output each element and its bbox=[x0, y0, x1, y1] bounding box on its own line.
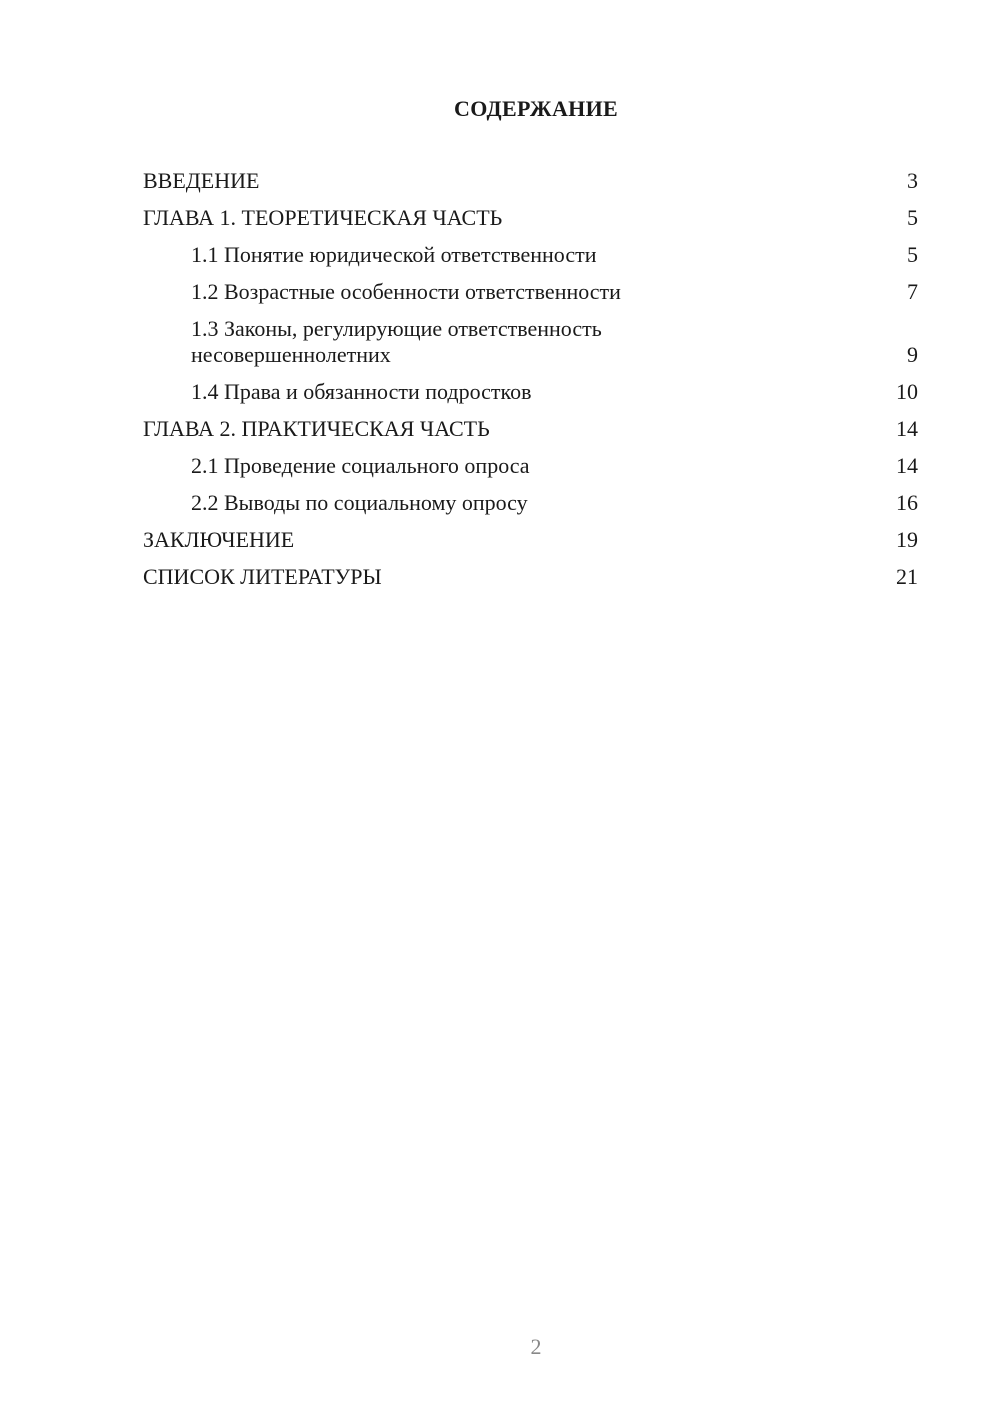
toc-entry-chapter-1[interactable] bbox=[143, 205, 918, 231]
toc-entry-page: 14 bbox=[896, 453, 918, 478]
toc-entry-page: 21 bbox=[896, 564, 918, 589]
toc-entry-label: 1.2 Возрастные особенности ответственности bbox=[191, 279, 621, 304]
toc-entry-page: 10 bbox=[896, 379, 918, 404]
toc-entry-conclusion[interactable] bbox=[143, 527, 918, 553]
table-of-contents bbox=[143, 168, 918, 601]
toc-entry-section-1-3[interactable] bbox=[143, 316, 918, 368]
toc-entry-page: 5 bbox=[907, 205, 918, 230]
toc-entry-page: 9 bbox=[907, 342, 918, 367]
page-number: 2 bbox=[530, 1334, 542, 1359]
toc-entry-label: ГЛАВА 2. ПРАКТИЧЕСКАЯ ЧАСТЬ bbox=[143, 416, 490, 441]
toc-entry-section-1-2[interactable] bbox=[143, 279, 918, 305]
toc-entry-page: 5 bbox=[907, 242, 918, 267]
toc-entry-page: 7 bbox=[907, 279, 918, 304]
toc-entry-section-2-1[interactable] bbox=[143, 453, 918, 479]
toc-entry-page: 16 bbox=[896, 490, 918, 515]
toc-entry-label: 2.2 Выводы по социальному опросу bbox=[191, 490, 528, 515]
toc-entry-label: 1.4 Права и обязанности подростков bbox=[191, 379, 532, 404]
toc-entry-label: 1.3 Законы, регулирующие ответственность несовершеннолетних bbox=[191, 316, 602, 367]
toc-entry-section-2-2[interactable] bbox=[143, 490, 918, 516]
toc-title: СОДЕРЖАНИЕ bbox=[454, 96, 618, 121]
toc-entry-label: ЗАКЛЮЧЕНИЕ bbox=[143, 527, 295, 552]
toc-entry-chapter-2[interactable] bbox=[143, 416, 918, 442]
toc-entry-label: ВВЕДЕНИЕ bbox=[143, 168, 260, 193]
toc-entry-label: 1.1 Понятие юридической ответственности bbox=[191, 242, 597, 267]
toc-entry-label: ГЛАВА 1. ТЕОРЕТИЧЕСКАЯ ЧАСТЬ bbox=[143, 205, 503, 230]
toc-entry-label: 2.1 Проведение социального опроса bbox=[191, 453, 530, 478]
toc-entry-page: 19 bbox=[896, 527, 918, 552]
toc-entry-section-1-1[interactable] bbox=[143, 242, 918, 268]
toc-entry-introduction[interactable] bbox=[143, 168, 918, 194]
toc-entry-page: 3 bbox=[907, 168, 918, 193]
toc-entry-page: 14 bbox=[896, 416, 918, 441]
toc-entry-label: СПИСОК ЛИТЕРАТУРЫ bbox=[143, 564, 382, 589]
toc-entry-bibliography[interactable] bbox=[143, 564, 918, 590]
toc-entry-section-1-4[interactable] bbox=[143, 379, 918, 405]
